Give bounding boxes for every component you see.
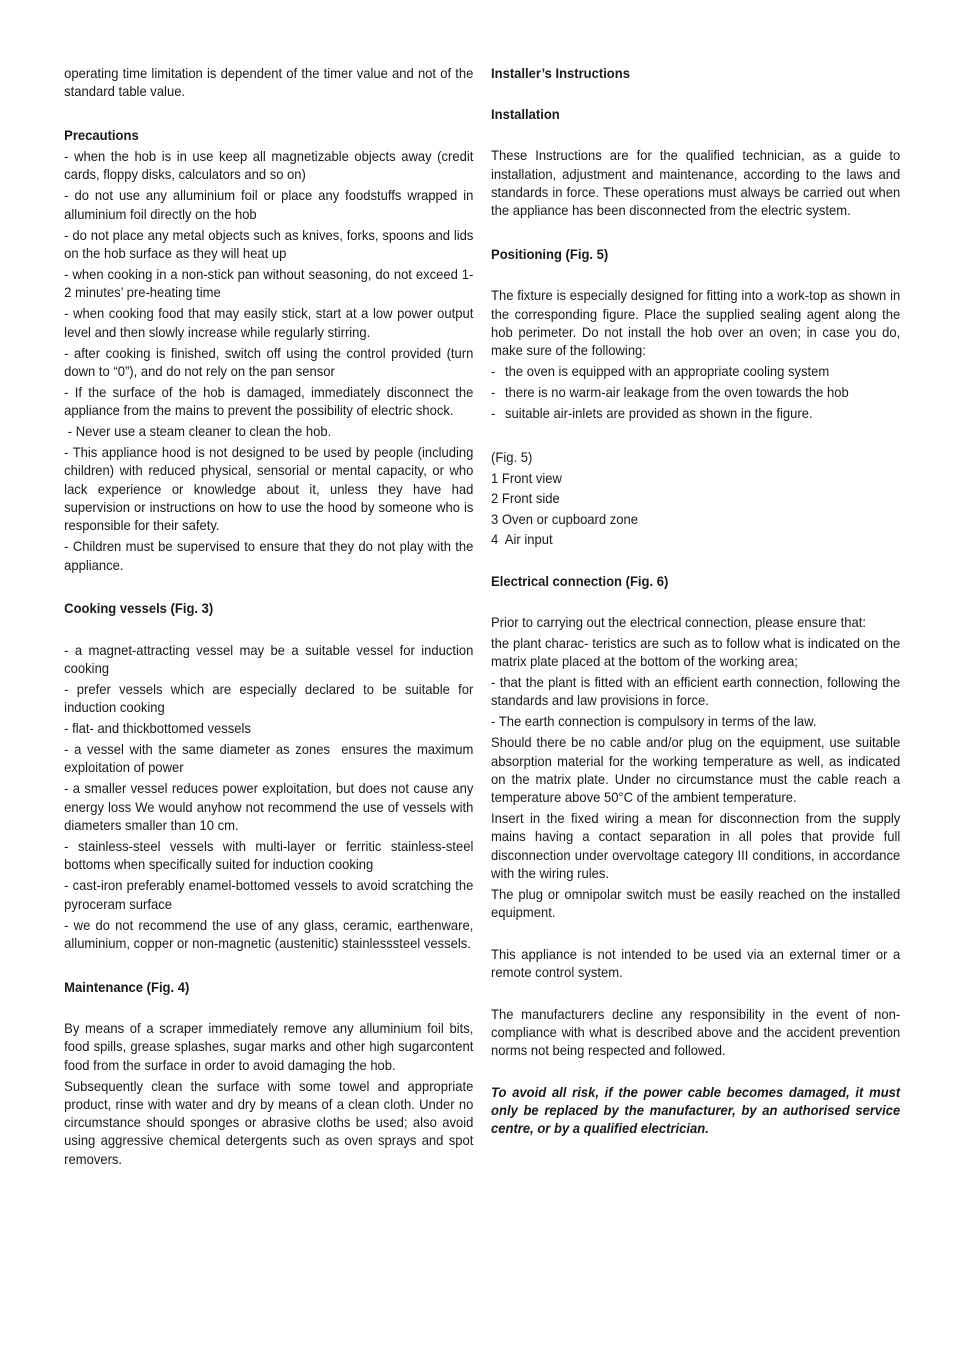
bullet-dash: - <box>491 405 496 422</box>
electrical-paragraph: Insert in the fixed wiring a mean for disconnection from the supply mains having a contact separation in all poles that provide full disconnection under overvoltage category III conditions, in accordance with the wiring rules. <box>491 810 901 881</box>
positioning-heading: Positioning (Fig. 5) <box>491 246 609 263</box>
vessel-item: - flat- and thickbottomed vessels <box>64 720 251 737</box>
disclaimer-paragraph: The manufacturers decline any responsibility in the event of non-compliance with what is described above and the accident prevention norms not being respected and followed. <box>491 1005 901 1059</box>
precaution-item: - after cooking is finished, switch off using the control provided (turn down to “0”), and do not rely on the pan sensor <box>64 344 474 379</box>
maintenance-heading: Maintenance (Fig. 4) <box>64 978 190 995</box>
positioning-bullet <box>491 362 900 380</box>
bullet-text: there is no warm-air leakage from the oven towards the hob <box>504 384 849 401</box>
precautions-heading: Precautions <box>64 127 139 144</box>
figure-legend-item: 3 Oven or cupboard zone <box>491 510 638 527</box>
bullet-text: the oven is equipped with an appropriate cooling system <box>504 363 830 380</box>
vessel-item: - we do not recommend the use of any glass, ceramic, earthenware, alluminium, copper or non-magnetic (austenitic) stainlesssteel vessels. <box>64 916 474 951</box>
maintenance-paragraph: By means of a scraper immediately remove any alluminium foil bits, food spills, grease splashes, sugar marks and other high sugarcontent food from the surface in order to avoid damaging the hob. <box>64 1019 474 1073</box>
vessel-item: - cast-iron preferably enamel-bottomed vessels to avoid scratching the pyroceram surface <box>64 877 474 912</box>
precaution-item: - This appliance hood is not designed to be used by people (including children) with reduced physical, sensorial or mental capacity, or who lack experience or knowledge about it, unless they have had supervision or instructions on how to use the hood by someone who is responsible for their safety. <box>64 444 474 534</box>
intro-paragraph: operating time limitation is dependent of the timer value and not of the standard table value. <box>64 65 474 100</box>
electrical-connection-heading: Electrical connection (Fig. 6) <box>491 572 669 589</box>
precaution-item: - do not place any metal objects such as knives, forks, spoons and lids on the hob surface as they will heat up <box>64 226 474 262</box>
precaution-item: - If the surface of the hob is damaged, immediately disconnect the appliance from the mains to prevent the possibility of electric shock. <box>64 383 474 419</box>
vessel-item: - a vessel with the same diameter as zones ensures the maximum exploitation of power <box>64 741 477 776</box>
electrical-paragraph: Prior to carrying out the electrical connection, please ensure that: <box>491 613 866 630</box>
figure-legend-item: 2 Front side <box>491 490 560 507</box>
installer-instructions-heading: Installer’s Instructions <box>491 65 630 81</box>
precaution-item: - when cooking food that may easily stick, start at a low power output level and then slowly increase while regularly stirring. <box>64 305 474 340</box>
bullet-dash: - <box>491 384 496 401</box>
vessel-item: - stainless-steel vessels with multi-layer or ferritic stainless-steel bottoms when specifically suited for induction cooking <box>64 838 474 873</box>
electrical-paragraph: the plant charac- teristics are such as to follow what is indicated on the matrix plate placed at the bottom of the working area; <box>491 634 901 669</box>
cooking-vessels-heading: Cooking vessels (Fig. 3) <box>64 600 214 617</box>
timer-note: This appliance is not intended to be used via an external timer or a remote control system. <box>491 945 901 981</box>
right-column <box>491 64 900 1140</box>
maintenance-paragraph: Subsequently clean the surface with some towel and appropriate product, rinse with water and dry by means of a clean cloth. Under no circumstance should sponges or abrasive cloths be used; also avoid using aggressive chemical detergents such as oven sprays and spot removers. <box>64 1077 474 1167</box>
electrical-paragraph: Should there be no cable and/or plug on the equipment, use suitable absorption material for the working temperature as well, as indicated on the matrix plate. Under no circumstance must the cable reach a temperature above 50°C of the ambient temperature. <box>491 734 901 806</box>
installation-paragraph: These Instructions are for the qualified technician, as a guide to installation, adjustment and maintenance, according to the laws and standards in force. These operations must always be carried out when the appliance has been disconnected from the electric system. <box>491 147 901 219</box>
installation-heading: Installation <box>491 106 560 123</box>
vessel-item: - a magnet-attracting vessel may be a suitable vessel for induction cooking <box>64 641 474 676</box>
figure-legend-item: 4 Air input <box>491 531 553 548</box>
electrical-paragraph: - that the plant is fitted with an efficient earth connection, following the standards and law provisions in force. <box>491 673 901 709</box>
positioning-bullet <box>491 404 900 422</box>
precaution-item: - do not use any alluminium foil or place any foodstuffs wrapped in alluminium foil directly on the hob <box>64 187 474 222</box>
positioning-bullet <box>491 383 900 401</box>
electrical-paragraph: The plug or omnipolar switch must be easily reached on the installed equipment. <box>491 885 901 921</box>
bullet-text: suitable air-inlets are provided as shown in the figure. <box>504 405 813 422</box>
figure-label: (Fig. 5) <box>491 449 533 466</box>
vessel-item: - a smaller vessel reduces power exploitation, but does not cause any energy loss We would anyhow not recommend the use of vessels with diameters smaller than 10 cm. <box>64 780 474 834</box>
positioning-paragraph: The fixture is especially designed for fitting into a work-top as shown in the corresponding figure. Place the supplied sealing agent along the hob perimeter. Do not install the hob over an oven; in case you do, make sure of the following: <box>491 287 901 359</box>
precaution-item: - Children must be supervised to ensure that they do not play with the appliance. <box>64 538 474 573</box>
precaution-item: - Never use a steam cleaner to clean the hob. <box>64 423 332 440</box>
precaution-item: - when the hob is in use keep all magnetizable objects away (credit cards, floppy disks, calculators and so on) <box>64 148 474 183</box>
figure-legend-item: 1 Front view <box>491 469 562 486</box>
precaution-item: - when cooking in a non-stick pan without seasoning, do not exceed 1-2 minutes’ pre-heating time <box>64 266 474 301</box>
left-column <box>64 64 477 1171</box>
bullet-dash: - <box>491 363 496 380</box>
electrical-paragraph: - The earth connection is compulsory in terms of the law. <box>491 713 817 730</box>
vessel-item: - prefer vessels which are especially declared to be suitable for induction cooking <box>64 680 474 716</box>
power-cable-warning: To avoid all risk, if the power cable becomes damaged, it must only be replaced by the manufacturer, by an authorised service centre, or by a qualified electrician. <box>491 1083 901 1137</box>
